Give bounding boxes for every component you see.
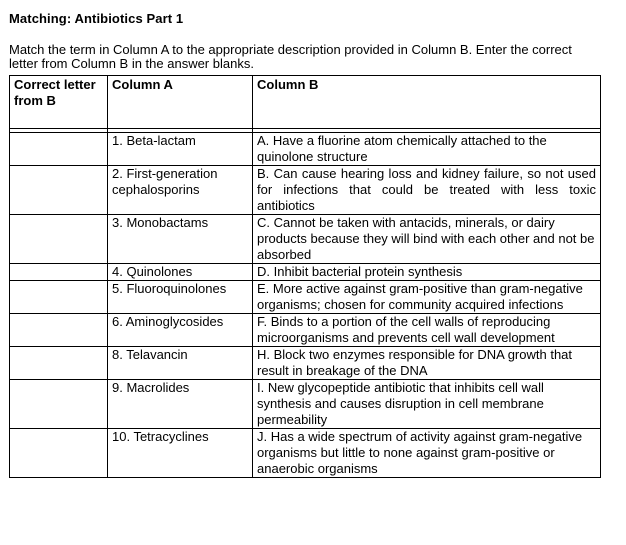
column-b-description: B. Can cause hearing loss and kidney failure, so not used for infections that could be treated with less toxic antibiotics — [253, 166, 601, 215]
table-row — [10, 314, 601, 347]
instructions-text: Match the term in Column A to the appropriate description provided in Column B. Enter the correct letter from Column B in the answer blanks. — [9, 42, 572, 71]
column-a-term: 3. Monobactams — [108, 215, 253, 264]
table-row — [10, 429, 601, 478]
column-a-term: 2. First-generation cephalosporins — [108, 166, 253, 215]
column-b-description: E. More active against gram-positive than gram-negative organisms; chosen for community acquired infections — [253, 281, 601, 314]
column-b-description: F. Binds to a portion of the cell walls of reproducing microorganisms and prevents cell wall development — [253, 314, 601, 347]
answer-blank[interactable] — [10, 166, 108, 215]
answer-blank[interactable] — [10, 133, 108, 166]
column-a-term: 1. Beta-lactam — [108, 133, 253, 166]
table-row — [10, 380, 601, 429]
table-row — [10, 347, 601, 380]
column-b-description: H. Block two enzymes responsible for DNA growth that result in breakage of the DNA — [253, 347, 601, 380]
answer-blank[interactable] — [10, 380, 108, 429]
table-row — [10, 281, 601, 314]
header-correct-letter: Correct letter from B — [10, 76, 108, 129]
table-row — [10, 215, 601, 264]
answer-blank[interactable] — [10, 215, 108, 264]
column-b-description: C. Cannot be taken with antacids, minerals, or dairy products because they will bind with each other and not be absorbed — [253, 215, 601, 264]
answer-blank[interactable] — [10, 429, 108, 478]
column-b-description: I. New glycopeptide antibiotic that inhibits cell wall synthesis and causes disruption in cell membrane permeability — [253, 380, 601, 429]
column-a-term: 4. Quinolones — [108, 264, 253, 281]
table-row — [10, 166, 601, 215]
column-b-description: J. Has a wide spectrum of activity against gram-negative organisms but little to none against gram-positive or anaerobic organisms — [253, 429, 601, 478]
matching-table — [9, 75, 601, 478]
answer-blank[interactable] — [10, 281, 108, 314]
column-a-term: 6. Aminoglycosides — [108, 314, 253, 347]
header-column-a: Column A — [108, 76, 253, 129]
column-a-term: 5. Fluoroquinolones — [108, 281, 253, 314]
header-column-b: Column B — [253, 76, 601, 129]
column-a-term: 9. Macrolides — [108, 380, 253, 429]
column-b-description: D. Inhibit bacterial protein synthesis — [253, 264, 601, 281]
page-title: Matching: Antibiotics Part 1 — [9, 11, 184, 26]
column-a-term: 8. Telavancin — [108, 347, 253, 380]
answer-blank[interactable] — [10, 314, 108, 347]
column-b-description: A. Have a fluorine atom chemically attached to the quinolone structure — [253, 133, 601, 166]
answer-blank[interactable] — [10, 347, 108, 380]
table-header-row — [10, 76, 601, 129]
table-row — [10, 133, 601, 166]
table-row — [10, 264, 601, 281]
answer-blank[interactable] — [10, 264, 108, 281]
column-a-term: 10. Tetracyclines — [108, 429, 253, 478]
